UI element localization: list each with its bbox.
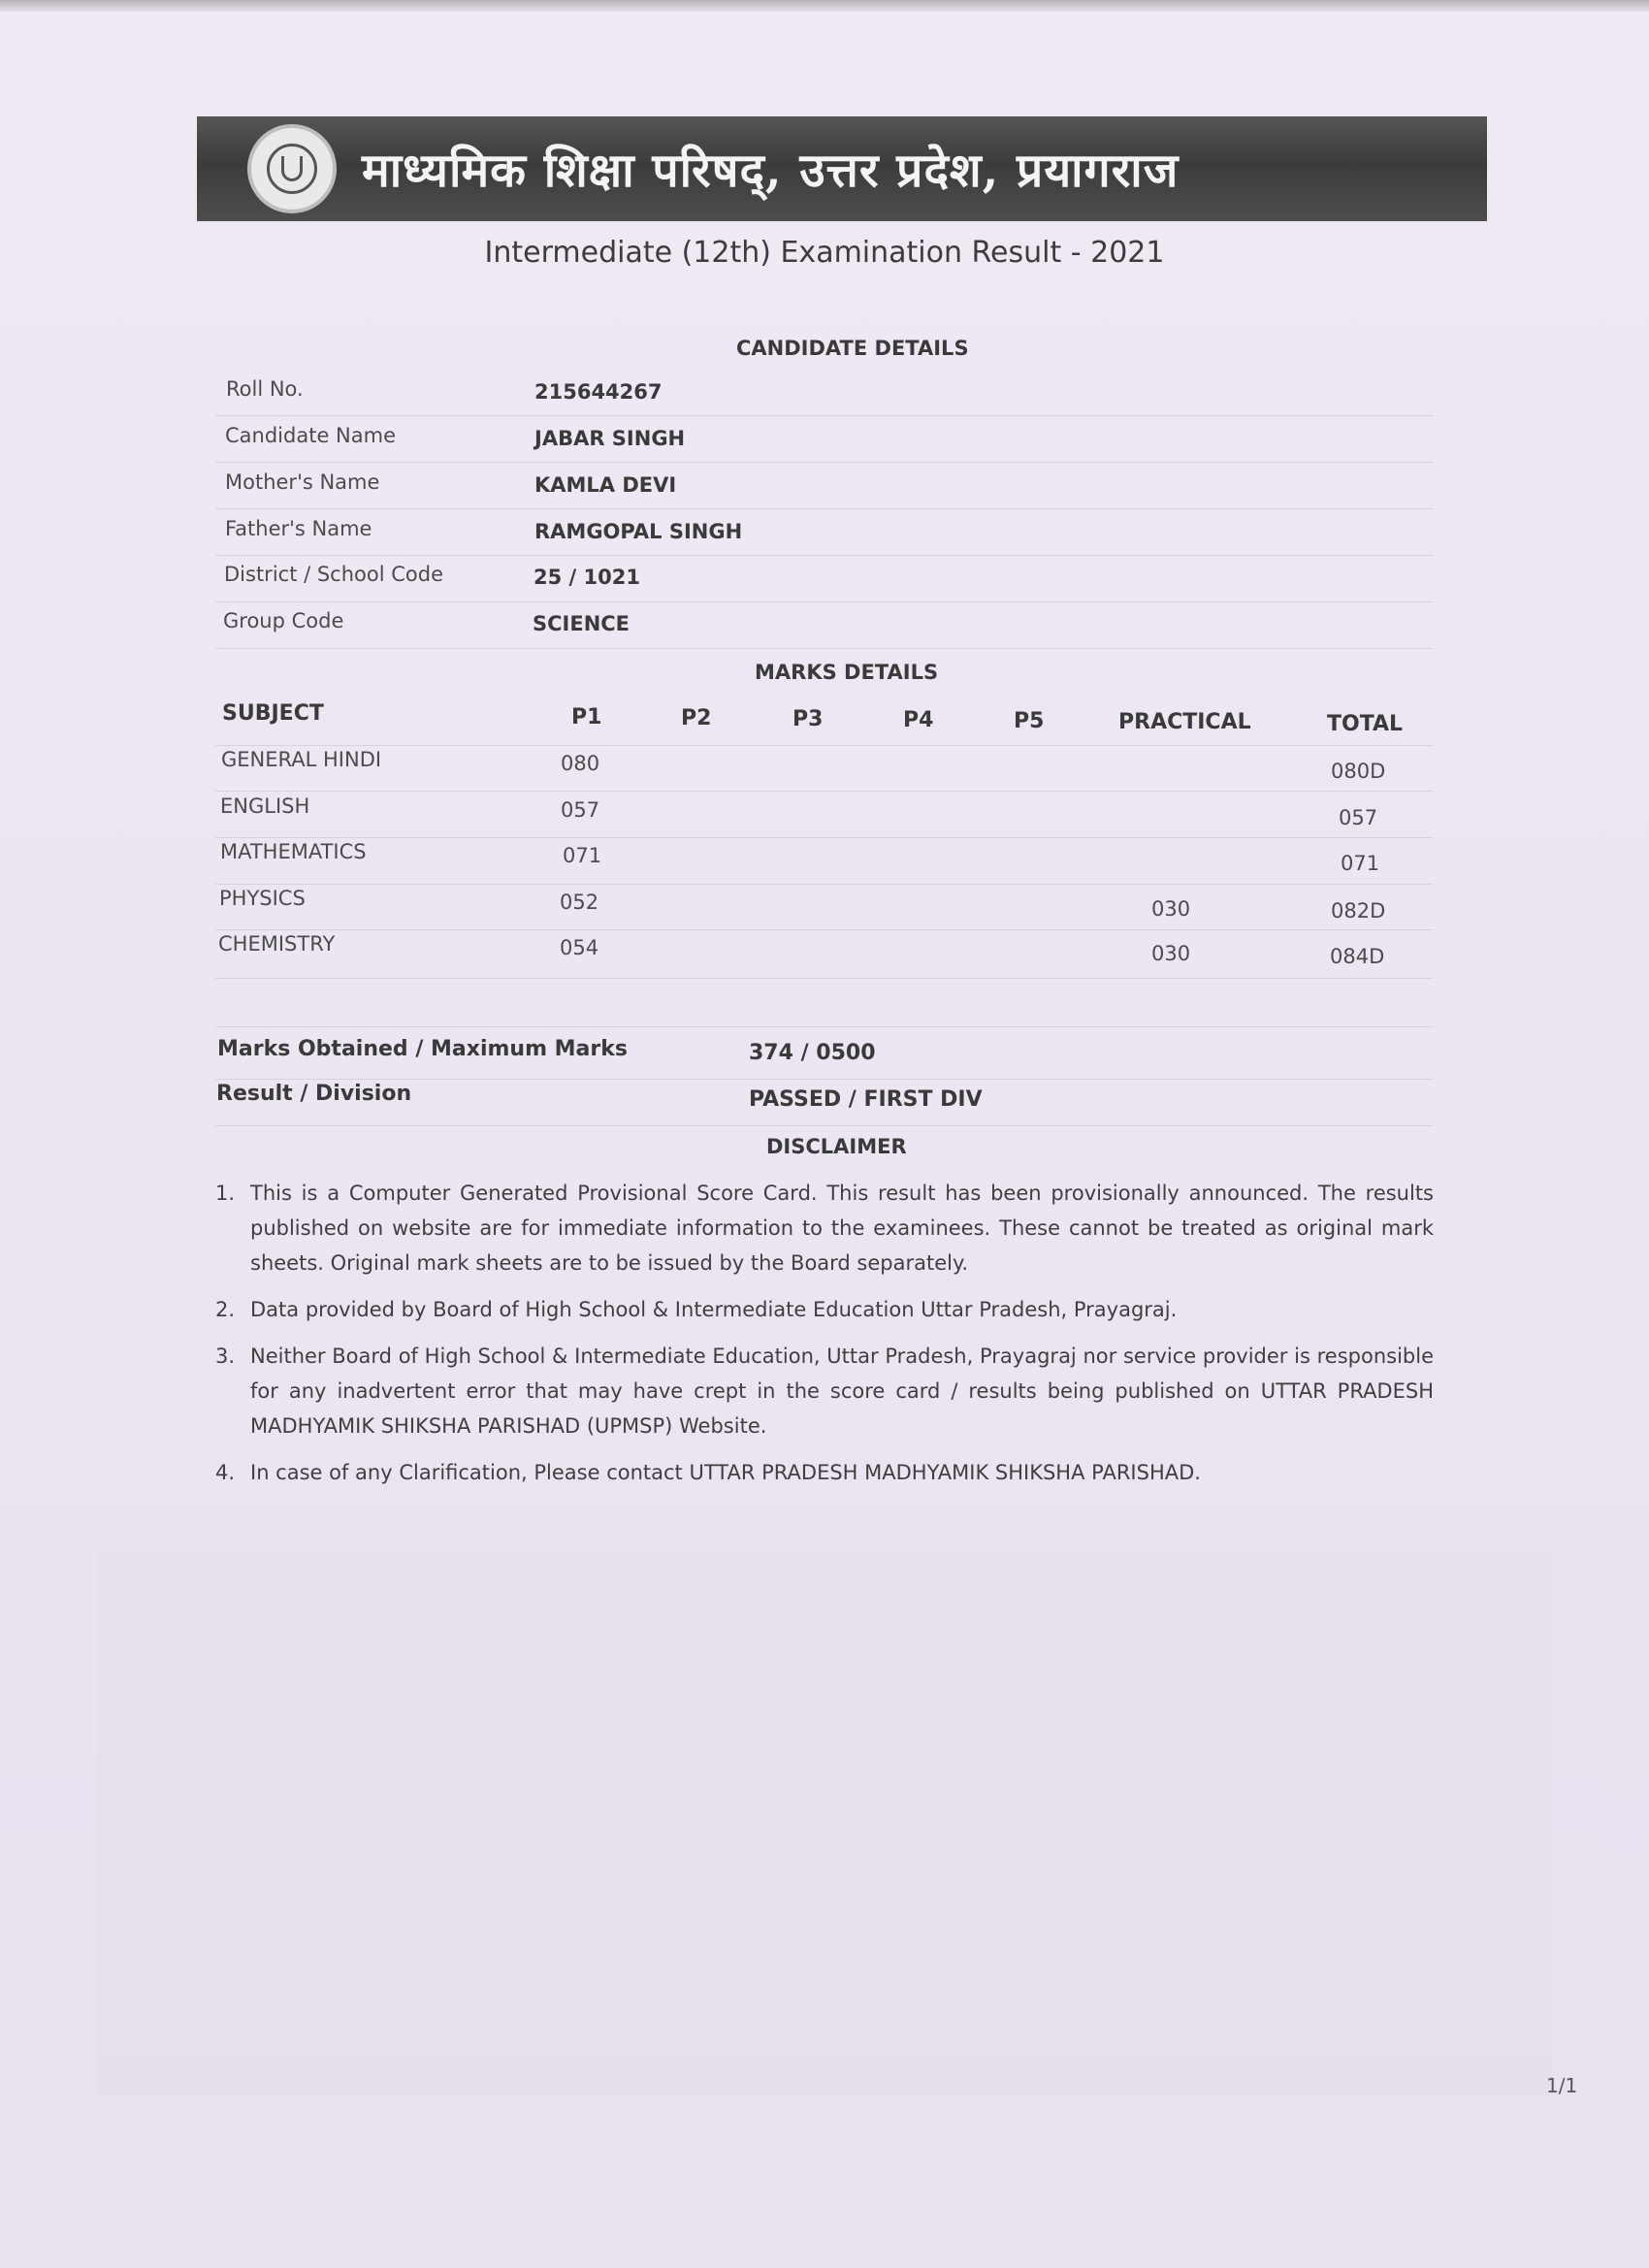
row-divider [215, 415, 1434, 416]
disclaimer-item-text: In case of any Clarification, Please contact UTTAR PRADESH MADHYAMIK SHIKSHA PARISHAD. [250, 1461, 1201, 1484]
col-p3-header: P3 [792, 707, 824, 731]
father-name-label: Father's Name [225, 517, 372, 540]
p1-cell: 071 [563, 844, 602, 867]
row-divider [215, 745, 1434, 746]
district-school-code-label: District / School Code [224, 563, 444, 586]
practical-cell: 030 [1151, 942, 1191, 965]
row-divider [215, 884, 1434, 885]
row-divider [215, 648, 1434, 649]
board-name: माध्यमिक शिक्षा परिषद्, उत्तर प्रदेश, प्रयागराज [362, 143, 1180, 198]
district-school-code-value: 25 / 1021 [534, 566, 640, 589]
marks-obtained-value: 374 / 0500 [749, 1041, 876, 1065]
p1-cell: 054 [560, 936, 599, 959]
disclaimer-title: DISCLAIMER [766, 1135, 907, 1158]
col-practical-header: PRACTICAL [1118, 710, 1251, 734]
subject-cell: MATHEMATICS [220, 840, 367, 863]
disclaimer-list [215, 1176, 1434, 1502]
disclaimer-item-text: Neither Board of High School & Intermediate Education, Uttar Pradesh, Prayagraj nor service provider is responsible for any inadvertent error that may have crept in the score card / results being published on UTTAR PRADESH MADHYAMIK SHIKSHA PARISHAD (UPMSP) Website. [250, 1345, 1434, 1438]
row-divider [215, 1125, 1434, 1126]
total-cell: 080D [1331, 760, 1386, 783]
p1-cell: 057 [561, 798, 600, 822]
subject-cell: PHYSICS [219, 887, 306, 910]
disclaimer-item-number: 3. [215, 1345, 236, 1368]
practical-cell: 030 [1151, 897, 1191, 921]
col-total-header: TOTAL [1327, 712, 1404, 736]
result-division-label: Result / Division [216, 1082, 412, 1106]
scan-edge [0, 0, 1649, 12]
total-cell: 082D [1331, 899, 1386, 923]
p1-cell: 080 [561, 752, 600, 775]
marks-obtained-label: Marks Obtained / Maximum Marks [217, 1037, 628, 1061]
row-divider [215, 555, 1434, 556]
subject-cell: ENGLISH [220, 794, 310, 818]
candidate-name-label: Candidate Name [225, 424, 396, 447]
col-p2-header: P2 [681, 706, 712, 730]
p1-cell: 052 [560, 891, 599, 914]
disclaimer-item [215, 1339, 1434, 1443]
disclaimer-item [215, 1455, 1434, 1490]
row-divider [215, 462, 1434, 463]
disclaimer-item-text: Data provided by Board of High School & Intermediate Education Uttar Pradesh, Prayagraj. [250, 1298, 1178, 1321]
roll-no-label: Roll No. [226, 377, 304, 401]
row-divider [215, 929, 1434, 930]
mother-name-label: Mother's Name [225, 470, 380, 494]
page-number: 1/1 [1546, 2074, 1578, 2097]
col-p4-header: P4 [903, 708, 934, 732]
disclaimer-item-number: 1. [215, 1182, 236, 1205]
mother-name-value: KAMLA DEVI [534, 473, 677, 497]
disclaimer-item-number: 2. [215, 1298, 236, 1321]
disclaimer-item-number: 4. [215, 1461, 236, 1484]
candidate-name-value: JABAR SINGH [534, 427, 686, 450]
disclaimer-item [215, 1292, 1434, 1327]
roll-no-value: 215644267 [534, 380, 663, 404]
exam-title: Intermediate (12th) Examination Result - 2021 [484, 236, 1165, 270]
row-divider [215, 1079, 1434, 1080]
candidate-section-title: CANDIDATE DETAILS [736, 337, 969, 360]
col-subject-header: SUBJECT [222, 701, 324, 726]
row-divider [215, 791, 1434, 792]
disclaimer-item [215, 1176, 1434, 1280]
row-divider [215, 978, 1434, 979]
disclaimer-item-text: This is a Computer Generated Provisional Score Card. This result has been provisionally announced. The results published on website are for immediate information to the examinees. These cannot be treated as original mark sheets. Original mark sheets are to be issued by the Board separately. [250, 1182, 1434, 1275]
board-seal-icon [247, 124, 337, 213]
subject-cell: CHEMISTRY [218, 932, 336, 956]
row-divider [215, 837, 1434, 838]
marks-section-title: MARKS DETAILS [755, 661, 939, 684]
col-p5-header: P5 [1014, 709, 1045, 733]
father-name-value: RAMGOPAL SINGH [534, 520, 743, 543]
row-divider [215, 508, 1434, 509]
row-divider [215, 601, 1434, 602]
col-p1-header: P1 [571, 705, 602, 729]
row-divider [215, 1026, 1434, 1027]
seal-emblem [267, 144, 317, 194]
total-cell: 057 [1339, 806, 1378, 829]
total-cell: 071 [1341, 852, 1380, 875]
scan-shade [97, 1552, 1552, 2095]
total-cell: 084D [1330, 945, 1385, 968]
group-code-label: Group Code [223, 609, 344, 632]
header-banner [197, 116, 1487, 221]
subject-cell: GENERAL HINDI [221, 748, 382, 771]
result-division-value: PASSED / FIRST DIV [749, 1087, 983, 1112]
group-code-value: SCIENCE [533, 612, 630, 635]
